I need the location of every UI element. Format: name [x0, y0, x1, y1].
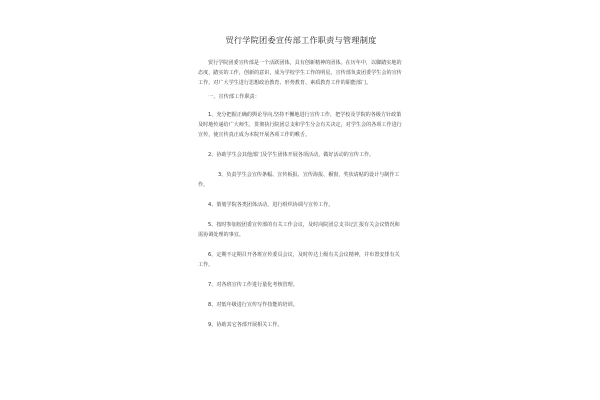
duty-item-5: 5、按时参加校团委宣传部的有关工作会议，及时向院团总支书记汇报有关会议情况和需协调处理的事宜。	[198, 222, 400, 238]
duty-item-1: 1、充分把握正确的舆论导向,坚持不懈地进行宣传工作，把学校及学院的各级方针政策及时地传递给广大师生，贯彻执行院团总支和学生分会有关决定，对学生会的各项工作进行宣传，使宣传真正成为本院开展各项工作的喉舌。	[198, 112, 402, 138]
duty-item-8: 8、对低年级进行宣传写作技能的培训。	[208, 302, 298, 308]
duty-item-3: 3、负责学生会宣传条幅、宣传板报、宣传海报、橱窗，奖状请帖的设计与制作工作。	[198, 172, 400, 188]
duty-item-9: 9、协助其它各部开展相关工作。	[208, 322, 283, 328]
duty-item-7: 7、对各班宣传工作进行量化考核管理。	[208, 282, 298, 288]
duty-item-4: 4、策划学院各类团体活动，进行组织协调与宣传工作。	[208, 202, 334, 208]
section-heading: 一、宣传部工作职责：	[208, 94, 260, 100]
intro-paragraph: 贸行学院团委宣传部是一个活跃团体，具有创新精神的团体。在历年中，以脚踏实地的态度，踏实的工作，创新的意识，成为学校学生工作的明星。宣传部负责团委学生会的宣传工作，对广大学生进行思想政治教育、形势教育、素质教育工作的职能部门。	[198, 60, 402, 86]
duty-item-2: 2、协助学生会其他部门及学生团体开展各项活动，做好活动的宣传工作。	[208, 152, 375, 158]
document-title: 贸行学院团委宣传部工作职责与管理制度	[225, 35, 377, 45]
duty-item-6: 6、定期不定期召开各班宣传委员会议，及时传达上级有关会议精神，并布置安排有关工作。	[198, 252, 400, 268]
document-body	[198, 34, 404, 340]
